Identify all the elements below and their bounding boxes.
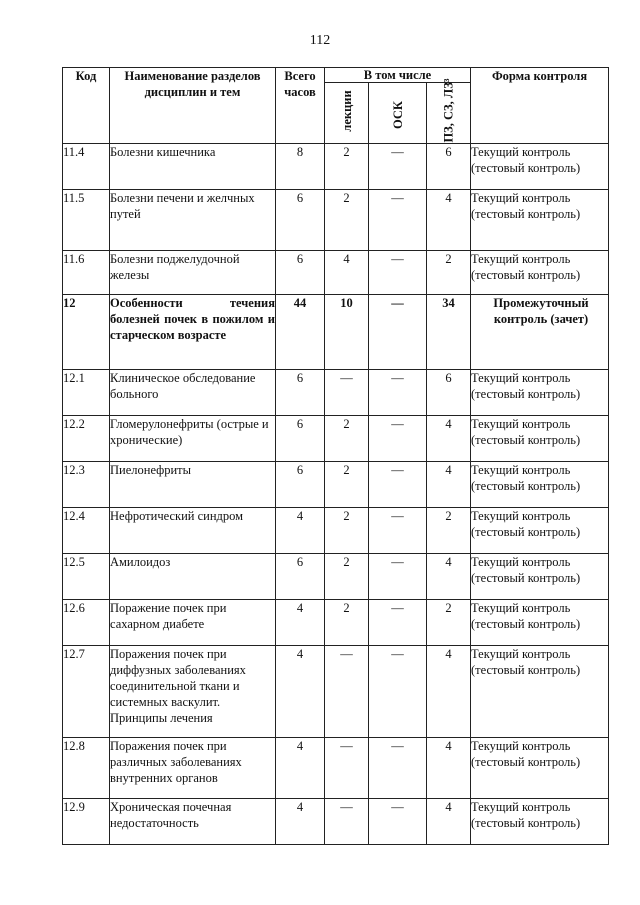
- row-code: 11.5: [63, 190, 110, 251]
- row-total: 6: [276, 370, 325, 416]
- row-code: 12.9: [63, 799, 110, 845]
- row-total: 4: [276, 646, 325, 738]
- header-control-form: Форма контроля: [471, 68, 609, 144]
- row-osk: —: [369, 416, 427, 462]
- header-osk-cell: [369, 83, 427, 144]
- row-lectures: —: [325, 738, 369, 799]
- row-control-form: Текущий контроль (тестовый контроль): [471, 462, 609, 508]
- row-name: Особенности течения болезней почек в пожилом и старческом возрасте: [110, 295, 276, 370]
- row-lectures: 2: [325, 144, 369, 190]
- table-row: [63, 738, 609, 799]
- row-name: Нефротический синдром: [110, 508, 276, 554]
- row-code: 12.1: [63, 370, 110, 416]
- header-lectures-cell: [325, 83, 369, 144]
- row-lectures: —: [325, 370, 369, 416]
- row-control-form: Текущий контроль (тестовый контроль): [471, 600, 609, 646]
- row-code: 11.6: [63, 251, 110, 295]
- row-lectures: 2: [325, 508, 369, 554]
- row-name: Гломерулонефриты (острые и хронические): [110, 416, 276, 462]
- row-total: 6: [276, 416, 325, 462]
- row-control-form: Промежуточный контроль (зачет): [471, 295, 609, 370]
- row-name: Амилоидоз: [110, 554, 276, 600]
- curriculum-table: [62, 67, 609, 845]
- row-pz: 4: [427, 799, 471, 845]
- row-code: 12.2: [63, 416, 110, 462]
- header-including: В том числе: [325, 68, 471, 83]
- row-osk: —: [369, 646, 427, 738]
- header-row: [63, 68, 609, 83]
- header-total-hours: Всего часов: [276, 68, 325, 144]
- row-control-form: Текущий контроль (тестовый контроль): [471, 646, 609, 738]
- table-row: [63, 144, 609, 190]
- row-name: Поражения почек при различных заболеваниях внутренних органов: [110, 738, 276, 799]
- header-name: Наименование разделов дисциплин и тем: [110, 68, 276, 144]
- row-control-form: Текущий контроль (тестовый контроль): [471, 144, 609, 190]
- row-lectures: 2: [325, 554, 369, 600]
- row-total: 4: [276, 799, 325, 845]
- row-name: Клиническое обследование больного: [110, 370, 276, 416]
- row-control-form: Текущий контроль (тестовый контроль): [471, 190, 609, 251]
- table-row: [63, 251, 609, 295]
- row-pz: 2: [427, 600, 471, 646]
- row-osk: —: [369, 144, 427, 190]
- table-row: [63, 799, 609, 845]
- row-lectures: 2: [325, 416, 369, 462]
- row-code: 12.5: [63, 554, 110, 600]
- row-lectures: 2: [325, 190, 369, 251]
- row-osk: —: [369, 508, 427, 554]
- row-control-form: Текущий контроль (тестовый контроль): [471, 251, 609, 295]
- row-control-form: Текущий контроль (тестовый контроль): [471, 554, 609, 600]
- row-pz: 2: [427, 508, 471, 554]
- row-osk: —: [369, 799, 427, 845]
- row-lectures: —: [325, 646, 369, 738]
- table-row: [63, 646, 609, 738]
- row-control-form: Текущий контроль (тестовый контроль): [471, 738, 609, 799]
- row-total: 4: [276, 738, 325, 799]
- row-code: 12.3: [63, 462, 110, 508]
- row-total: 44: [276, 295, 325, 370]
- row-pz: 4: [427, 190, 471, 251]
- row-lectures: 4: [325, 251, 369, 295]
- row-pz: 34: [427, 295, 471, 370]
- row-total: 6: [276, 190, 325, 251]
- row-code: 12.4: [63, 508, 110, 554]
- table-row: [63, 190, 609, 251]
- table-row: [63, 554, 609, 600]
- row-pz: 4: [427, 646, 471, 738]
- row-osk: —: [369, 554, 427, 600]
- table-row: [63, 508, 609, 554]
- header-osk: ОСК: [390, 101, 405, 129]
- row-total: 8: [276, 144, 325, 190]
- row-name: Поражение почек при сахарном диабете: [110, 600, 276, 646]
- row-osk: —: [369, 295, 427, 370]
- row-code: 12.6: [63, 600, 110, 646]
- row-code: 11.4: [63, 144, 110, 190]
- row-control-form: Текущий контроль (тестовый контроль): [471, 508, 609, 554]
- row-total: 6: [276, 251, 325, 295]
- row-control-form: Текущий контроль (тестовый контроль): [471, 799, 609, 845]
- row-osk: —: [369, 600, 427, 646]
- row-osk: —: [369, 462, 427, 508]
- row-name: Болезни кишечника: [110, 144, 276, 190]
- row-pz: 4: [427, 416, 471, 462]
- row-osk: —: [369, 251, 427, 295]
- row-lectures: —: [325, 799, 369, 845]
- header-pz: ПЗ, СЗ, ЛЗ³: [441, 78, 455, 143]
- row-lectures: 2: [325, 600, 369, 646]
- row-osk: —: [369, 370, 427, 416]
- header-pz-cell: [427, 78, 471, 144]
- header-code: Код: [63, 68, 110, 144]
- row-total: 6: [276, 554, 325, 600]
- row-pz: 6: [427, 144, 471, 190]
- row-lectures: 10: [325, 295, 369, 370]
- row-total: 6: [276, 462, 325, 508]
- table-row: [63, 416, 609, 462]
- row-osk: —: [369, 190, 427, 251]
- row-pz: 2: [427, 251, 471, 295]
- row-name: Пиелонефриты: [110, 462, 276, 508]
- table-row-section: [63, 295, 609, 370]
- row-code: 12: [63, 295, 110, 370]
- row-code: 12.8: [63, 738, 110, 799]
- row-code: 12.7: [63, 646, 110, 738]
- row-total: 4: [276, 508, 325, 554]
- row-lectures: 2: [325, 462, 369, 508]
- row-name: Хроническая почечная недостаточность: [110, 799, 276, 845]
- row-pz: 4: [427, 462, 471, 508]
- row-pz: 4: [427, 738, 471, 799]
- row-pz: 4: [427, 554, 471, 600]
- row-name: Болезни поджелудочной железы: [110, 251, 276, 295]
- row-control-form: Текущий контроль (тестовый контроль): [471, 416, 609, 462]
- row-total: 4: [276, 600, 325, 646]
- table-row: [63, 462, 609, 508]
- page-number: 112: [309, 33, 331, 48]
- row-pz: 6: [427, 370, 471, 416]
- row-name: Поражения почек при диффузных заболеваниях соединительной ткани и системных васкулит. Принципы лечения: [110, 646, 276, 738]
- header-lectures: лекции: [339, 90, 354, 132]
- row-osk: —: [369, 738, 427, 799]
- row-name: Болезни печени и желчных путей: [110, 190, 276, 251]
- row-control-form: Текущий контроль (тестовый контроль): [471, 370, 609, 416]
- table-row: [63, 600, 609, 646]
- table-row: [63, 370, 609, 416]
